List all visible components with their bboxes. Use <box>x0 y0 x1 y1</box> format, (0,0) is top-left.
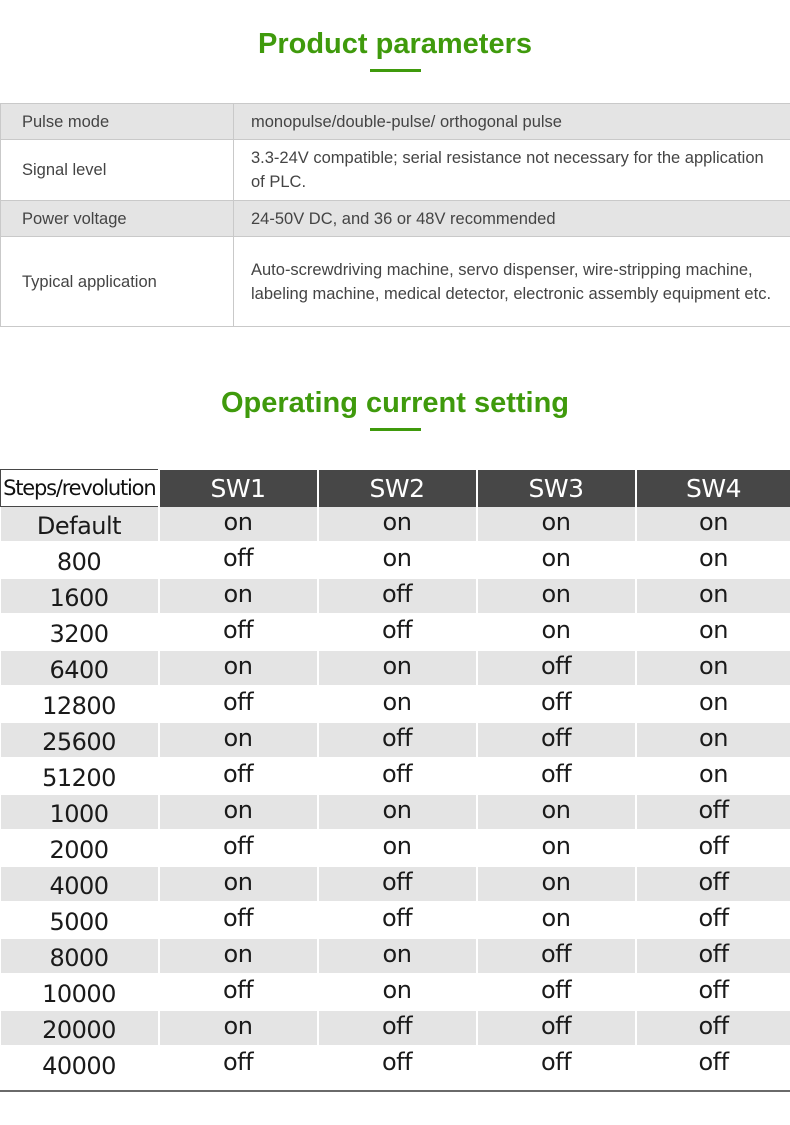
param-label: Pulse mode <box>1 104 234 140</box>
sw1-cell: on <box>159 507 318 543</box>
sw4-cell: off <box>636 1046 790 1082</box>
param-value: Auto-screwdriving machine, servo dispenser, wire-stripping machine, labeling machine, medical detector, electronic assembly equipment etc. <box>234 237 790 327</box>
sw4-cell: on <box>636 542 790 578</box>
sw1-cell: on <box>159 722 318 758</box>
param-value: monopulse/double-pulse/ orthogonal pulse <box>234 104 790 140</box>
table-row <box>1 104 790 140</box>
sw3-cell: on <box>477 866 636 902</box>
sw1-cell: on <box>159 794 318 830</box>
sw3-cell: off <box>477 722 636 758</box>
sw2-cell: off <box>318 614 477 650</box>
table-bottom-rule <box>0 1090 790 1092</box>
sw3-cell: on <box>477 902 636 938</box>
table-row <box>1 938 790 974</box>
sw3-cell: off <box>477 686 636 722</box>
table-row <box>1 686 790 722</box>
steps-cell: 8000 <box>1 938 159 974</box>
table-row <box>1 794 790 830</box>
steps-cell: 3200 <box>1 614 159 650</box>
sw2-cell: off <box>318 722 477 758</box>
sw3-cell: off <box>477 938 636 974</box>
sw1-cell: off <box>159 614 318 650</box>
sw1-cell: off <box>159 830 318 866</box>
sw4-cell: off <box>636 794 790 830</box>
sw3-cell: off <box>477 1046 636 1082</box>
steps-cell: 12800 <box>1 686 159 722</box>
sw3-cell: on <box>477 542 636 578</box>
steps-cell: 25600 <box>1 722 159 758</box>
sw3-cell: off <box>477 758 636 794</box>
sw3-cell: on <box>477 507 636 543</box>
sw1-cell: on <box>159 1010 318 1046</box>
steps-cell: 4000 <box>1 866 159 902</box>
table-row <box>1 614 790 650</box>
table-row <box>1 1046 790 1082</box>
table-row <box>1 866 790 902</box>
header-sw1: SW1 <box>159 470 318 507</box>
steps-cell: 20000 <box>1 1010 159 1046</box>
sw2-cell: on <box>318 830 477 866</box>
sw3-cell: on <box>477 578 636 614</box>
sw3-cell: off <box>477 974 636 1010</box>
header-sw2: SW2 <box>318 470 477 507</box>
sw3-cell: on <box>477 830 636 866</box>
header-steps-revolution: Steps/revolution <box>1 470 159 507</box>
steps-cell: 5000 <box>1 902 159 938</box>
sw3-cell: off <box>477 1010 636 1046</box>
sw4-cell: off <box>636 830 790 866</box>
sw4-cell: on <box>636 758 790 794</box>
param-value: 24-50V DC, and 36 or 48V recommended <box>234 201 790 237</box>
table-row <box>1 650 790 686</box>
sw4-cell: off <box>636 1010 790 1046</box>
product-parameters-title: Product parameters <box>258 28 532 60</box>
sw1-cell: on <box>159 938 318 974</box>
steps-cell: 800 <box>1 542 159 578</box>
sw4-cell: off <box>636 902 790 938</box>
operating-current-table <box>0 469 790 1083</box>
steps-cell: 1000 <box>1 794 159 830</box>
table-row <box>1 1010 790 1046</box>
param-value: 3.3-24V compatible; serial resistance not necessary for the application of PLC. <box>234 140 790 201</box>
sw4-cell: on <box>636 686 790 722</box>
sw3-cell: off <box>477 650 636 686</box>
sw4-cell: on <box>636 614 790 650</box>
sw1-cell: off <box>159 1046 318 1082</box>
steps-cell: 40000 <box>1 1046 159 1082</box>
steps-cell: 2000 <box>1 830 159 866</box>
sw2-cell: on <box>318 794 477 830</box>
table-row <box>1 722 790 758</box>
header-sw3: SW3 <box>477 470 636 507</box>
table-row <box>1 201 790 237</box>
table-row <box>1 974 790 1010</box>
table-row <box>1 830 790 866</box>
table-row <box>1 578 790 614</box>
steps-cell: 10000 <box>1 974 159 1010</box>
table-row <box>1 758 790 794</box>
steps-cell: Default <box>1 507 159 543</box>
sw4-cell: off <box>636 866 790 902</box>
sw2-cell: on <box>318 650 477 686</box>
sw2-cell: on <box>318 686 477 722</box>
table-row <box>1 140 790 201</box>
steps-cell: 51200 <box>1 758 159 794</box>
sw1-cell: off <box>159 542 318 578</box>
sw4-cell: off <box>636 938 790 974</box>
table-row <box>1 237 790 327</box>
sw2-cell: on <box>318 507 477 543</box>
sw2-cell: off <box>318 1046 477 1082</box>
sw2-cell: on <box>318 938 477 974</box>
sw2-cell: on <box>318 974 477 1010</box>
sw2-cell: on <box>318 542 477 578</box>
table-header-row <box>1 470 790 507</box>
sw4-cell: on <box>636 650 790 686</box>
sw1-cell: off <box>159 902 318 938</box>
title-underline <box>370 428 421 431</box>
sw3-cell: on <box>477 614 636 650</box>
sw1-cell: on <box>159 650 318 686</box>
param-label: Typical application <box>1 237 234 327</box>
operating-current-title: Operating current setting <box>220 387 570 419</box>
sw4-cell: on <box>636 722 790 758</box>
table-row <box>1 542 790 578</box>
product-parameters-table <box>0 103 790 327</box>
sw2-cell: off <box>318 1010 477 1046</box>
sw4-cell: off <box>636 974 790 1010</box>
steps-cell: 1600 <box>1 578 159 614</box>
sw4-cell: on <box>636 578 790 614</box>
sw1-cell: off <box>159 758 318 794</box>
steps-cell: 6400 <box>1 650 159 686</box>
sw3-cell: on <box>477 794 636 830</box>
sw1-cell: off <box>159 974 318 1010</box>
table-row <box>1 902 790 938</box>
param-label: Signal level <box>1 140 234 201</box>
table-row <box>1 507 790 543</box>
header-sw4: SW4 <box>636 470 790 507</box>
sw2-cell: off <box>318 866 477 902</box>
sw2-cell: off <box>318 758 477 794</box>
sw1-cell: off <box>159 686 318 722</box>
sw1-cell: on <box>159 866 318 902</box>
sw4-cell: on <box>636 507 790 543</box>
sw2-cell: off <box>318 578 477 614</box>
param-label: Power voltage <box>1 201 234 237</box>
title-underline <box>370 69 421 72</box>
sw1-cell: on <box>159 578 318 614</box>
sw2-cell: off <box>318 902 477 938</box>
